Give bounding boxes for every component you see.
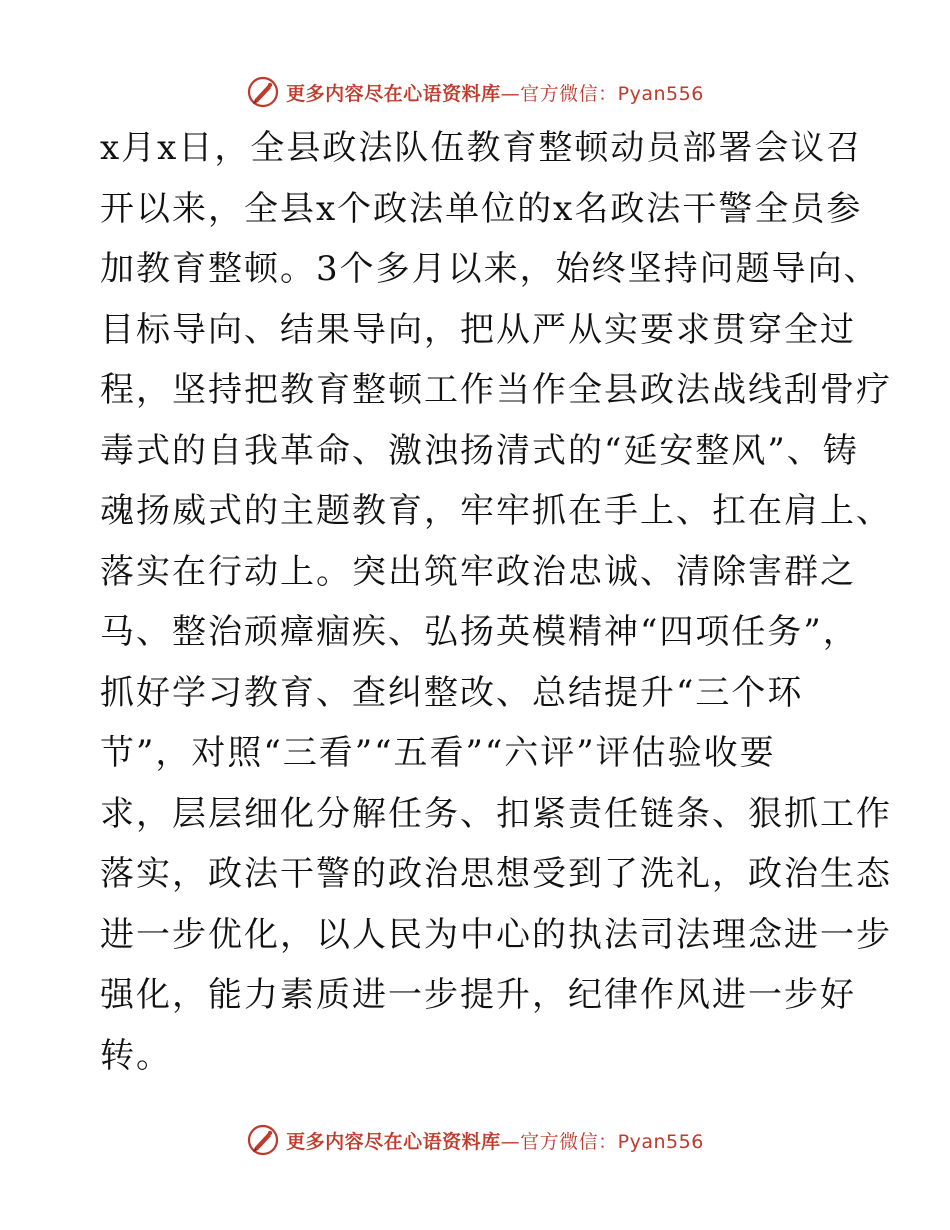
pen-logo-icon [246,1123,280,1157]
header-banner [0,72,950,112]
paragraph-line: 毒式的自我革命、激浊扬清式的“延安整风”、铸 [100,430,859,471]
paragraph-line: 马、整治顽瘴痼疾、弘扬英模精神“四项任务”， [100,612,859,652]
paragraph-line: 落实，政法干警的政治思想受到了洗礼，政治生态 [100,854,892,894]
paragraph-line: 进一步优化，以人民为中心的执法司法理念进一步 [100,914,892,955]
paragraph-line: 强化，能力素质进一步提升，纪律作风进一步好 [100,975,856,1015]
banner-brand: 更多内容尽在心语资料库 [286,82,501,105]
paragraph-line: 魂扬威式的主题教育，牢牢抓在手上、扛在肩上、 [100,491,892,531]
paragraph-line: 加教育整顿。3个多月以来，始终坚持问题导向、 [100,249,880,289]
banner-separator: — [500,82,521,105]
paragraph-line: 程，坚持把教育整顿工作当作全县政法战线刮骨疗 [100,370,892,410]
paragraph-line: 抓好学习教育、查纠整改、总结提升“三个环 [100,672,804,713]
banner-official-wechat: 官方微信：Pyan556 [520,82,704,105]
paragraph-line: 开以来，全县x个政法单位的x名政法干警全员参 [100,188,863,229]
paragraph-line: x月x日，全县政法队伍教育整顿动员部署会议召 [100,128,863,168]
banner-brand: 更多内容尽在心语资料库 [286,1130,501,1153]
paragraph-line: 目标导向、结果导向，把从严从实要求贯穿全过 [100,309,856,350]
banner-official-wechat: 官方微信：Pyan556 [520,1130,704,1153]
paragraph-line: 节”，对照“三看”“五看”“六评”评估验收要 [100,733,776,773]
banner-separator: — [500,1130,521,1153]
paragraph-line: 转。 [100,1035,172,1076]
banner-text [286,1127,704,1154]
banner-text [286,79,704,106]
pen-logo-icon [246,75,280,109]
paragraph-line: 求，层层细化分解任务、扣紧责任链条、狠抓工作 [100,793,892,834]
paragraph-line: 落实在行动上。突出筑牢政治忠诚、清除害群之 [100,551,856,592]
body-paragraph [100,118,892,1086]
footer-banner [0,1120,950,1160]
